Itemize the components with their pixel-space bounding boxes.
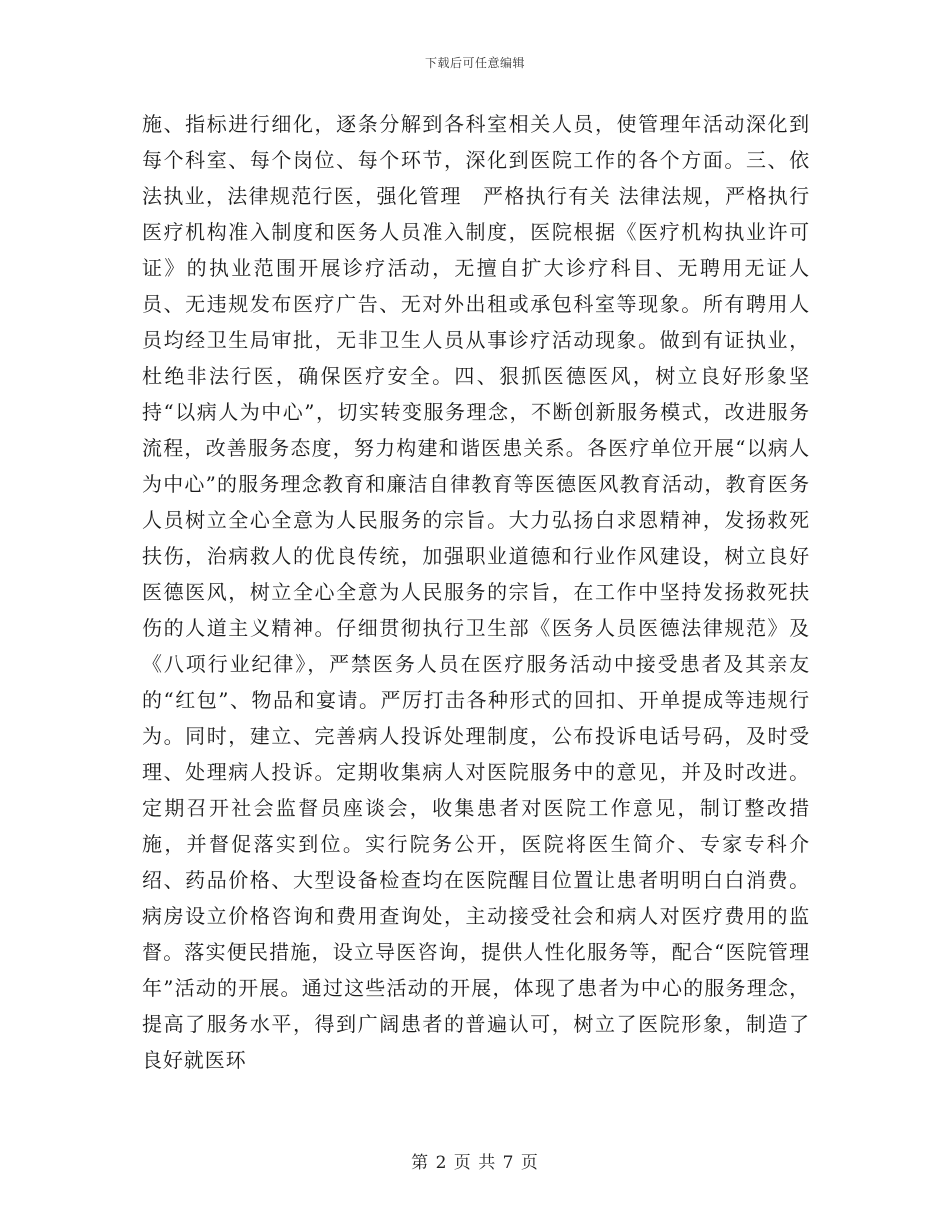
page-number: 第 2 页 共 7 页 <box>411 1153 539 1173</box>
body-paragraph: 施、指标进行细化，逐条分解到各科室相关人员，使管理年活动深化到每个科室、每个岗位、每个环节，深化到医院工作的各个方面。三、依法执业，法律规范行医，强化管理 严格执行有关 法律法规，严格执行医疗机构准入制度和医务人员准入制度，医院根据《医疗机构执业许可证》的执业范围开展诊疗活动，无擅自扩大诊疗科目、无聘用无证人员、无违规发布医疗广告、无对外出租或承包科室等现象。所有聘用人员均经卫生局审批，无非卫生人员从事诊疗活动现象。做到有证执业，杜绝非法行医，确保医疗安全。四、狠抓医德医风，树立良好形象坚持“以病人为中心”，切实转变服务理念，不断创新服务模式，改进服务流程，改善服务态度，努力构建和谐医患关系。各医疗单位开展“以病人为中心”的服务理念教育和廉洁自律教育等医德医风教育活动，教育医务人员树立全心全意为人民服务的宗旨。大力弘扬白求恩精神，发扬救死扶伤，治病救人的优良传统，加强职业道德和行业作风建设，树立良好医德医风，树立全心全意为人民服务的宗旨，在工作中坚持发扬救死扶伤的人道主义精神。仔细贯彻执行卫生部《医务人员医德法律规范》及《八项行业纪律》，严禁医务人员在医疗服务活动中接受患者及其亲友的“红包”、物品和宴请。严厉打击各种形式的回扣、开单提成等违规行为。同时，建立、完善病人投诉处理制度，公布投诉电话号码，及时受理、处理病人投诉。定期收集病人对医院服务中的意见，并及时改进。定期召开社会监督员座谈会，收集患者对医院工作意见，制订整改措施，并督促落实到位。实行院务公开，医院将医生简介、专家专科介绍、药品价格、大型设备检查均在医院醒目位置让患者明明白白消费。病房设立价格咨询和费用查询处，主动接受社会和病人对医疗费用的监督。落实便民措施，设立导医咨询，提供人性化服务等，配合“医院管理年”活动的开展。通过这些活动的开展，体现了患者为中心的服务理念，提高了服务水平，得到广阔患者的普遍认可，树立了医院形象，制造了良好就医环 <box>142 112 810 1072</box>
header-edit-note: 下载后可任意编辑 <box>424 56 525 70</box>
